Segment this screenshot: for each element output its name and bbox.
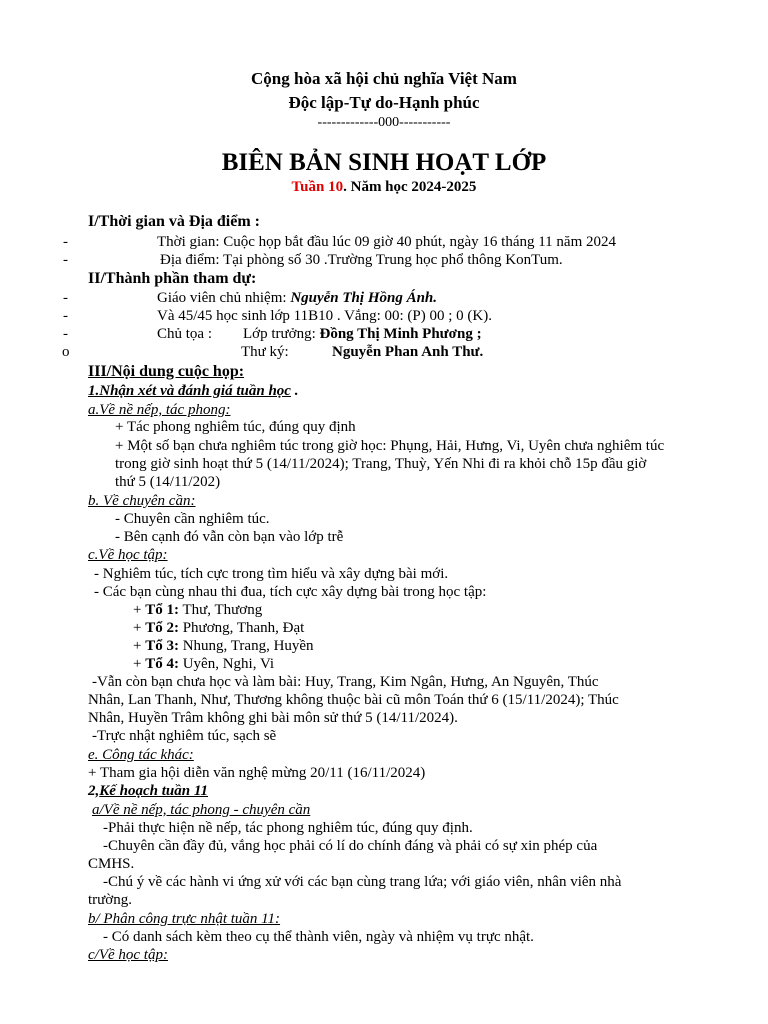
plus-marker: + — [133, 638, 146, 654]
time-line: Thời gian: Cuộc họp bắt đầu lúc 09 giờ 40 phút, ngày 16 tháng 11 năm 2024 — [157, 234, 616, 250]
motto: Độc lập-Tự do-Hạnh phúc — [288, 93, 480, 112]
plan-b-heading: b/ Phân công trực nhật tuần 11: — [88, 911, 281, 927]
group-members: Nhung, Trang, Huyền — [178, 638, 314, 654]
plan-a-item-3-line-1: -Chú ý về các hành vi ứng xử với các bạn cùng trang lứa; với giáo viên, nhân viên nhà — [103, 874, 622, 890]
section-2-heading: II/Thành phần tham dự: — [88, 270, 257, 287]
secretary-name: Nguyễn Phan Anh Thư. — [332, 344, 484, 360]
bullet-dash: - — [63, 308, 68, 324]
subsection-1-suffix: . — [290, 383, 299, 399]
section-3-heading: III/Nội dung cuộc họp: — [88, 363, 245, 380]
group-label: Tổ 4: — [145, 656, 179, 672]
sub-a-item-2-line-3: thứ 5 (14/11/202) — [115, 474, 221, 490]
monitor-line — [243, 325, 482, 343]
sub-b-item-1: - Chuyên cần nghiêm túc. — [115, 511, 270, 527]
school-year: . Năm học 2024-2025 — [343, 179, 477, 195]
subsection-1-label: 1.Nhận xét và đánh giá tuần học — [88, 383, 291, 399]
sub-c-heading: c.Về học tập: — [88, 547, 168, 563]
plus-marker: + — [133, 620, 146, 636]
sub-c-item-2: - Các bạn cùng nhau thi đua, tích cực xây dựng bài trong học tập: — [94, 584, 487, 600]
teacher-line — [157, 289, 437, 307]
plus-marker: + — [133, 656, 146, 672]
monitor-name: Đồng Thị Minh Phương ; — [319, 326, 482, 342]
sub-c-item-1: - Nghiêm túc, tích cực trong tìm hiểu và xây dựng bài mới. — [94, 566, 449, 582]
monitor-label: Lớp trưởng: — [243, 326, 320, 342]
week-label: Tuần 10 — [291, 179, 344, 195]
plan-a-item-2-line-1: -Chuyên cần đầy đủ, vắng học phải có lí do chính đáng và phải có sự xin phép của — [103, 838, 598, 854]
teacher-label: Giáo viên chủ nhiệm: — [157, 290, 291, 306]
group-members: Phương, Thanh, Đạt — [178, 620, 305, 636]
homework-line-1: -Vẫn còn bạn chưa học và làm bài: Huy, Trang, Kim Ngân, Hưng, An Nguyên, Thúc — [92, 674, 599, 690]
group-4 — [133, 655, 274, 673]
bullet-dash: - — [63, 290, 68, 306]
group-1 — [133, 601, 262, 619]
homework-line-2: Nhân, Lan Thanh, Như, Thương không thuộc bài cũ môn Toán thứ 6 (15/11/2024); Thúc — [88, 692, 619, 708]
subsection-1-title — [88, 382, 298, 400]
sub-e-item-1: + Tham gia hội diễn văn nghệ mừng 20/11 (16/11/2024) — [88, 765, 426, 781]
bullet-dash: - — [63, 252, 68, 268]
attendance-line: Và 45/45 học sinh lớp 11B10 . Vắng: 00: (P) 00 ; 0 (K). — [157, 308, 492, 324]
group-2 — [133, 619, 304, 637]
sub-b-item-2: - Bên cạnh đó vẫn còn bạn vào lớp trễ — [115, 529, 344, 545]
group-members: Uyên, Nghi, Vi — [178, 656, 275, 672]
document-title: BIÊN BẢN SINH HOẠT LỚP — [221, 149, 547, 176]
duty-line: -Trực nhật nghiêm túc, sạch sẽ — [92, 728, 277, 744]
plan-a-item-2-line-2: CMHS. — [88, 856, 135, 872]
sub-a-item-2-line-2: trong giờ sinh hoạt thứ 5 (14/11/2024); Trang, Thuỳ, Yến Nhi đi ra khỏi chỗ 15p đầu giờ — [115, 456, 647, 472]
plan-a-heading: a/Về nề nếp, tác phong - chuyên cần — [92, 802, 311, 818]
separator: -------------000----------- — [317, 115, 451, 130]
subsection-2-label: Kế hoạch tuần 11 — [99, 783, 209, 799]
location-line: Địa điểm: Tại phòng số 30 .Trường Trung học phổ thông KonTum. — [160, 252, 563, 268]
week-line — [0, 178, 768, 196]
bullet-circle: o — [62, 344, 70, 360]
plus-marker: + — [133, 602, 146, 618]
subsection-2-number: 2, — [88, 783, 100, 799]
nation-title: Cộng hòa xã hội chủ nghĩa Việt Nam — [251, 69, 517, 88]
group-label: Tổ 3: — [145, 638, 179, 654]
sub-a-item-2-line-1: + Một số bạn chưa nghiêm túc trong giờ học: Phụng, Hải, Hưng, Vi, Uyên chưa nghiêm túc — [115, 438, 665, 454]
teacher-name: Nguyễn Thị Hồng Ánh. — [290, 290, 438, 306]
section-1-heading: I/Thời gian và Địa điểm : — [88, 213, 260, 230]
plan-a-item-1: -Phải thực hiện nề nếp, tác phong nghiêm túc, đúng quy định. — [103, 820, 473, 836]
sub-a-heading: a.Về nề nếp, tác phong: — [88, 402, 231, 418]
bullet-dash: - — [63, 326, 68, 342]
sub-a-item-1: + Tác phong nghiêm túc, đúng quy định — [115, 419, 356, 435]
homework-line-3: Nhân, Huyền Trâm không ghi bài môn sử thứ 5 (14/11/2024). — [88, 710, 458, 726]
secretary-label: Thư ký: — [241, 344, 289, 360]
plan-b-item-1: - Có danh sách kèm theo cụ thể thành viên, ngày và nhiệm vụ trực nhật. — [103, 929, 534, 945]
group-3 — [133, 637, 314, 655]
group-label: Tổ 1: — [145, 602, 179, 618]
group-label: Tổ 2: — [145, 620, 179, 636]
sub-b-heading: b. Về chuyên cần: — [88, 493, 196, 509]
sub-e-heading: e. Công tác khác: — [88, 747, 194, 763]
plan-c-heading: c/Về học tập: — [88, 947, 168, 963]
plan-a-item-3-line-2: trường. — [88, 892, 132, 908]
group-members: Thư, Thương — [178, 602, 263, 618]
chair-label: Chủ tọa : — [157, 326, 212, 342]
subsection-2-title — [88, 782, 208, 800]
bullet-dash: - — [63, 234, 68, 250]
